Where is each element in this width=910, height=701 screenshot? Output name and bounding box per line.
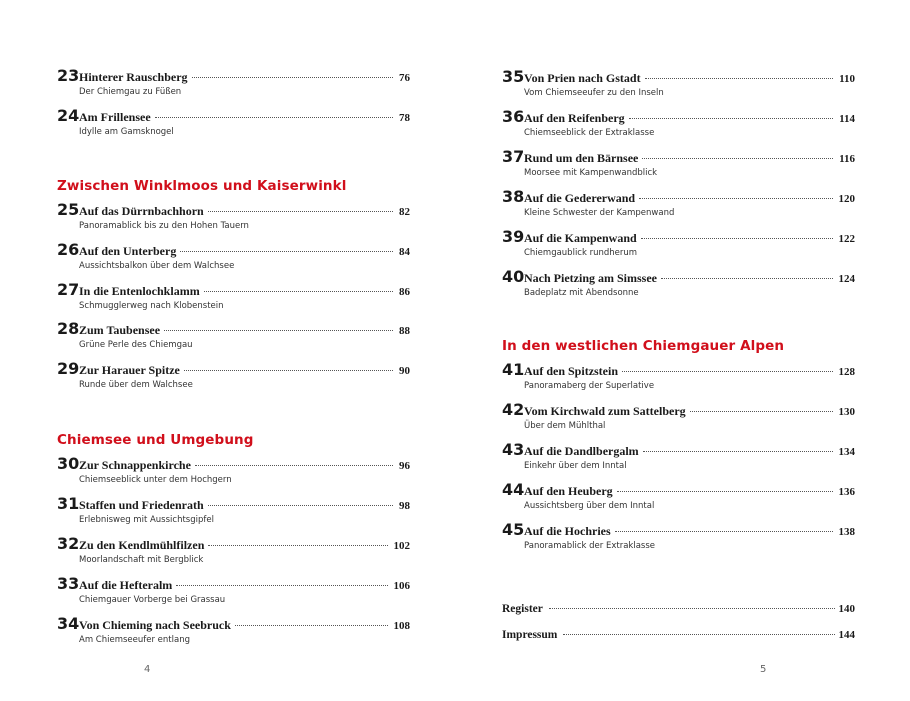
entry-subtitle: Einkehr über dem Inntal <box>524 461 627 471</box>
toc-entry[interactable] <box>502 227 855 263</box>
entry-page: 90 <box>399 365 410 377</box>
entry-page: 110 <box>839 73 855 85</box>
entry-page: 136 <box>838 486 855 498</box>
entry-subtitle: Runde über dem Walchsee <box>79 380 193 390</box>
entry-page: 116 <box>839 153 855 165</box>
entry-title: Auf die Hochries <box>524 524 611 538</box>
toc-entry[interactable] <box>502 440 855 476</box>
toc-entry[interactable] <box>57 319 410 355</box>
entry-page: 124 <box>838 273 855 285</box>
entry-title: Auf die Kampenwand <box>524 231 637 245</box>
toc-entry[interactable] <box>57 106 410 142</box>
toc-entry[interactable] <box>57 359 410 395</box>
entry-number: 29 <box>57 359 80 378</box>
entry-number: 30 <box>57 454 80 473</box>
toc-entry[interactable] <box>502 520 855 556</box>
entry-number: 42 <box>502 400 525 419</box>
entry-number: 23 <box>57 66 80 85</box>
entry-number: 38 <box>502 187 525 206</box>
toc-entry[interactable] <box>57 494 410 530</box>
dot-leader <box>563 634 834 635</box>
entry-number: 26 <box>57 240 80 259</box>
entry-title: Auf den Reifenberg <box>524 111 625 125</box>
dot-leader <box>235 625 388 626</box>
entry-title: Auf den Unterberg <box>79 244 177 258</box>
dot-leader <box>195 465 393 466</box>
entry-subtitle: Idylle am Gamsknogel <box>79 127 174 137</box>
entry-title: Auf das Dürrnbachhorn <box>79 204 204 218</box>
entry-page: 84 <box>399 246 410 258</box>
entry-page: 76 <box>399 72 410 84</box>
toc-entry[interactable] <box>57 574 410 610</box>
dot-leader <box>617 491 833 492</box>
dot-leader <box>204 291 393 292</box>
dot-leader <box>208 505 393 506</box>
dot-leader <box>642 158 833 159</box>
entry-page: 144 <box>838 629 855 641</box>
entry-subtitle: Erlebnisweg mit Aussichtsgipfel <box>79 515 214 525</box>
entry-page: 96 <box>399 460 410 472</box>
section-heading: In den westlichen Chiemgauer Alpen <box>502 338 785 354</box>
toc-entry[interactable] <box>502 67 855 103</box>
entry-number: 35 <box>502 67 525 86</box>
entry-page: 122 <box>838 233 855 245</box>
entry-title: Register <box>502 603 543 615</box>
entry-title: Zur Harauer Spitze <box>79 363 180 377</box>
entry-subtitle: Chiemgaublick rundherum <box>524 248 638 258</box>
toc-entry-impressum[interactable] <box>502 629 855 641</box>
dot-leader <box>192 77 393 78</box>
entry-number: 34 <box>57 614 80 633</box>
entry-page: 134 <box>838 446 855 458</box>
toc-entry-register[interactable] <box>502 603 855 615</box>
dot-leader <box>208 211 393 212</box>
dot-leader <box>661 278 833 279</box>
entry-subtitle: Aussichtsbalkon über dem Walchsee <box>79 261 235 271</box>
entry-page: 138 <box>838 526 855 538</box>
entry-title: Von Prien nach Gstadt <box>524 71 641 85</box>
entry-number: 31 <box>57 494 80 513</box>
section-heading: Chiemsee und Umgebung <box>57 432 254 448</box>
entry-page: 140 <box>838 603 855 615</box>
dot-leader <box>629 118 833 119</box>
dot-leader <box>645 78 834 79</box>
entry-page: 82 <box>399 206 410 218</box>
entry-number: 40 <box>502 267 525 286</box>
dot-leader <box>164 330 393 331</box>
dot-leader <box>155 117 393 118</box>
entry-number: 32 <box>57 534 80 553</box>
entry-subtitle: Chiemseeblick der Extraklasse <box>524 128 655 138</box>
toc-entry[interactable] <box>57 534 410 570</box>
dot-leader <box>176 585 387 586</box>
entry-subtitle: Der Chiemgau zu Füßen <box>79 87 182 97</box>
entry-page: 78 <box>399 112 410 124</box>
entry-subtitle: Grüne Perle des Chiemgau <box>79 340 193 350</box>
entry-number: 43 <box>502 440 525 459</box>
entry-page: 102 <box>393 540 410 552</box>
entry-number: 33 <box>57 574 80 593</box>
entry-title: Impressum <box>502 629 558 641</box>
dot-leader <box>180 251 393 252</box>
entry-title: Zur Schnappenkirche <box>79 458 191 472</box>
entry-subtitle: Panoramaberg der Superlative <box>524 381 655 391</box>
entry-title: Staffen und Friedenrath <box>79 498 204 512</box>
dot-leader <box>184 370 393 371</box>
entry-title: Auf die Hefteralm <box>79 578 173 592</box>
page-number: 4 <box>144 664 151 675</box>
toc-entry[interactable] <box>57 200 410 236</box>
toc-entry[interactable] <box>502 147 855 183</box>
toc-entry[interactable] <box>502 107 855 143</box>
entry-number: 39 <box>502 227 525 246</box>
entry-page: 114 <box>839 113 855 125</box>
entry-subtitle: Am Chiemseeufer entlang <box>79 635 190 645</box>
entry-subtitle: Kleine Schwester der Kampenwand <box>524 208 675 218</box>
entry-title: In die Entenlochklamm <box>79 284 200 298</box>
toc-entry[interactable] <box>57 240 410 276</box>
toc-entry[interactable] <box>57 66 410 102</box>
entry-page: 106 <box>393 580 410 592</box>
toc-entry[interactable] <box>57 454 410 490</box>
entry-title: Auf die Dandlbergalm <box>524 444 639 458</box>
entry-subtitle: Moorlandschaft mit Bergblick <box>79 555 204 565</box>
entry-page: 98 <box>399 500 410 512</box>
dot-leader <box>615 531 833 532</box>
entry-number: 37 <box>502 147 525 166</box>
entry-title: Rund um den Bärnsee <box>524 151 639 165</box>
entry-page: 86 <box>399 286 410 298</box>
page-number: 5 <box>760 664 767 675</box>
entry-number: 24 <box>57 106 80 125</box>
entry-title: Zum Taubensee <box>79 323 161 337</box>
dot-leader <box>639 198 832 199</box>
toc-entry[interactable] <box>502 267 855 303</box>
entry-number: 44 <box>502 480 525 499</box>
dot-leader <box>690 411 833 412</box>
entry-subtitle: Chiemgauer Vorberge bei Grassau <box>79 595 226 605</box>
toc-entry[interactable] <box>502 480 855 516</box>
entry-number: 27 <box>57 280 80 299</box>
entry-number: 28 <box>57 319 80 338</box>
entry-page: 108 <box>393 620 410 632</box>
toc-entry[interactable] <box>57 280 410 316</box>
entry-number: 25 <box>57 200 80 219</box>
entry-number: 45 <box>502 520 525 539</box>
entry-page: 128 <box>838 366 855 378</box>
toc-entry[interactable] <box>502 187 855 223</box>
entry-page: 120 <box>838 193 855 205</box>
entry-title: Auf die Gedererwand <box>524 191 636 205</box>
entry-number: 36 <box>502 107 525 126</box>
entry-title: Hinterer Rauschberg <box>79 70 188 84</box>
entry-subtitle: Aussichtsberg über dem Inntal <box>524 501 655 511</box>
entry-subtitle: Schmugglerweg nach Klobenstein <box>79 301 224 311</box>
section-heading: Zwischen Winklmoos und Kaiserwinkl <box>57 178 347 194</box>
entry-number: 41 <box>502 360 525 379</box>
entry-subtitle: Vom Chiemseeufer zu den Inseln <box>524 88 664 98</box>
entry-title: Auf den Spitzstein <box>524 364 619 378</box>
entry-subtitle: Über dem Mühlthal <box>524 421 606 431</box>
entry-title: Zu den Kendlmühlfilzen <box>79 538 205 552</box>
toc-entry[interactable] <box>502 360 855 396</box>
entry-page: 88 <box>399 325 410 337</box>
dot-leader <box>641 238 833 239</box>
entry-title: Auf den Heuberg <box>524 484 613 498</box>
toc-entry[interactable] <box>502 400 855 436</box>
entry-title: Von Chieming nach Seebruck <box>79 618 231 632</box>
entry-subtitle: Chiemseeblick unter dem Hochgern <box>79 475 232 485</box>
entry-subtitle: Badeplatz mit Abendsonne <box>524 288 639 298</box>
entry-subtitle: Panoramablick bis zu den Hohen Tauern <box>79 221 249 231</box>
dot-leader <box>208 545 387 546</box>
entry-title: Nach Pietzing am Simssee <box>524 271 657 285</box>
toc-entry[interactable] <box>57 614 410 650</box>
dot-leader <box>643 451 833 452</box>
entry-subtitle: Moorsee mit Kampenwandblick <box>524 168 658 178</box>
entry-subtitle: Panoramablick der Extraklasse <box>524 541 655 551</box>
dot-leader <box>622 371 832 372</box>
entry-title: Vom Kirchwald zum Sattelberg <box>524 404 686 418</box>
entry-page: 130 <box>838 406 855 418</box>
entry-title: Am Frillensee <box>79 110 151 124</box>
dot-leader <box>549 608 835 609</box>
